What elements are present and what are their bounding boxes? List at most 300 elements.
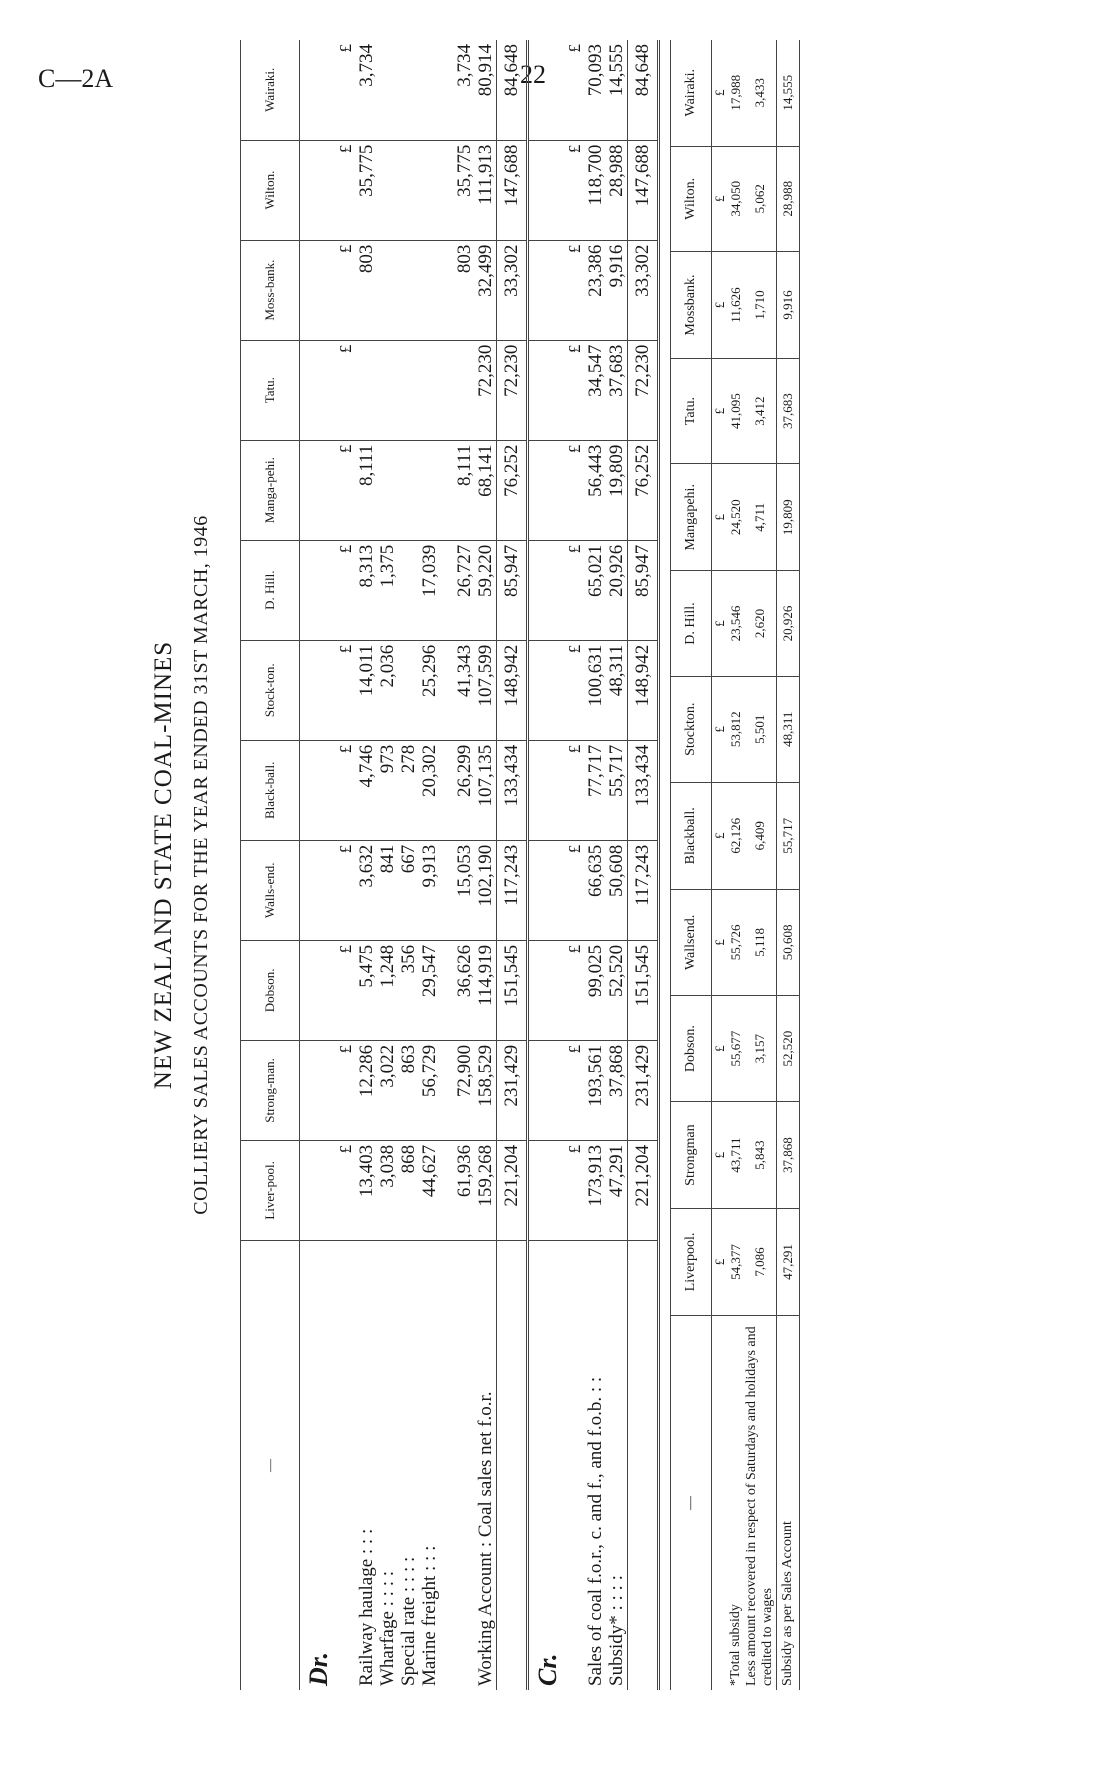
col-header: Stockton.: [671, 676, 712, 782]
cell-value: [300, 740, 330, 840]
cell-value: 70,093: [585, 40, 606, 140]
cell-value: 17,988: [728, 40, 744, 146]
col-header: Dobson.: [241, 940, 300, 1040]
cell-value: 48,311: [777, 676, 800, 782]
cell-value: £: [558, 1140, 585, 1240]
recovered-row: [744, 40, 777, 1690]
cell-value: [300, 540, 330, 640]
cell-value: 841: [377, 840, 398, 940]
row-label: Sales of coal f.o.r., c. and f., and f.o.b. : :: [585, 1376, 606, 1686]
cell-value: £: [329, 840, 356, 940]
cell-value: 3,412: [744, 359, 777, 464]
col-header: Strongman: [671, 1102, 712, 1209]
cell-value: 41,095: [728, 359, 744, 464]
row-label: Subsidy* : : : :: [606, 1575, 627, 1686]
cell-value: 23,546: [728, 571, 744, 676]
cell-value: 68,141: [475, 440, 497, 540]
cell-value: 77,717: [585, 740, 606, 840]
cell-value: 8,111: [454, 440, 475, 540]
row-label: [454, 1240, 475, 1690]
cell-value: 147,688: [628, 140, 659, 240]
row-label: [497, 1240, 528, 1690]
cell-value: £: [558, 840, 585, 940]
cell-value: £: [712, 996, 729, 1102]
cell-value: 803: [356, 240, 377, 340]
col-header: Liverpool.: [671, 1209, 712, 1316]
cell-value: 117,243: [628, 840, 659, 940]
cell-value: [440, 940, 454, 1040]
col-header: Wairaki.: [671, 40, 712, 146]
cell-value: £: [329, 740, 356, 840]
total-subsidy-row: [728, 40, 744, 1690]
cell-value: 221,204: [497, 1140, 528, 1240]
cell-value: 221,204: [628, 1140, 659, 1240]
cell-value: [398, 340, 419, 440]
row-label: Dr.: [304, 1652, 333, 1686]
cell-value: 102,190: [475, 840, 497, 940]
dr-heading-row: [300, 40, 330, 1690]
subsidy-header-row: [671, 40, 712, 1690]
cell-value: £: [558, 940, 585, 1040]
cell-value: 19,809: [606, 440, 628, 540]
cell-value: 55,726: [728, 889, 744, 996]
col-header: Dobson.: [671, 996, 712, 1102]
cell-value: 6,409: [744, 782, 777, 889]
cell-value: [398, 440, 419, 540]
cell-value: 41,343: [454, 640, 475, 740]
cell-value: [454, 340, 475, 440]
row-label: Cr.: [533, 1653, 562, 1686]
cell-value: [528, 40, 559, 140]
cell-value: [528, 140, 559, 240]
cell-value: [440, 840, 454, 940]
cell-value: 3,022: [377, 1040, 398, 1140]
cell-value: 33,302: [497, 240, 528, 340]
table-row: [377, 40, 398, 1690]
row-label: Special rate : : : :: [398, 1556, 419, 1686]
cell-value: [398, 40, 419, 140]
cell-value: 37,868: [606, 1040, 628, 1140]
col-header: Blackball.: [671, 782, 712, 889]
label-header: —: [241, 1240, 300, 1690]
cell-value: 47,291: [606, 1140, 628, 1240]
subtotal-row: [454, 40, 475, 1690]
cell-value: 99,025: [585, 940, 606, 1040]
col-header: Manga-pehi.: [241, 440, 300, 540]
cell-value: [440, 240, 454, 340]
rotated-content: [150, 40, 910, 1690]
cell-value: £: [712, 571, 729, 676]
cell-value: [440, 540, 454, 640]
cell-value: £: [329, 1140, 356, 1240]
col-header: Wilton.: [671, 146, 712, 252]
cell-value: 100,631: [585, 640, 606, 740]
cell-value: 85,947: [497, 540, 528, 640]
cell-value: 9,913: [419, 840, 440, 940]
cell-value: 50,608: [777, 889, 800, 996]
cell-value: 2,036: [377, 640, 398, 740]
cell-value: 11,626: [728, 252, 744, 359]
cell-value: 151,545: [497, 940, 528, 1040]
cr-heading-row: [528, 40, 559, 1690]
cell-value: [398, 240, 419, 340]
subsidy-table: [670, 40, 800, 1690]
cell-value: 54,377: [728, 1209, 744, 1316]
cell-value: £: [712, 889, 729, 996]
cell-value: 13,403: [356, 1140, 377, 1240]
cell-value: 20,926: [606, 540, 628, 640]
cell-value: 26,727: [454, 540, 475, 640]
cell-value: [377, 140, 398, 240]
cell-value: 37,683: [606, 340, 628, 440]
cell-value: £: [329, 640, 356, 740]
col-header: Moss-bank.: [241, 240, 300, 340]
cell-value: 50,608: [606, 840, 628, 940]
cell-value: 56,443: [585, 440, 606, 540]
table-row: [419, 40, 440, 1690]
cell-value: [528, 540, 559, 640]
cell-value: [440, 640, 454, 740]
cell-value: 158,529: [475, 1040, 497, 1140]
col-header: Stock-ton.: [241, 640, 300, 740]
cell-value: 34,050: [728, 146, 744, 252]
page-number: 22: [520, 60, 546, 89]
cell-value: £: [329, 40, 356, 140]
cell-value: £: [329, 240, 356, 340]
cell-value: [300, 840, 330, 940]
cell-value: 14,555: [777, 40, 800, 146]
row-label: Working Account : Coal sales net f.o.r.: [475, 1391, 496, 1686]
cell-value: 19,809: [777, 464, 800, 571]
cell-value: [398, 640, 419, 740]
cell-value: 80,914: [475, 40, 497, 140]
cell-value: [419, 340, 440, 440]
col-header: Black-ball.: [241, 740, 300, 840]
cell-value: 107,599: [475, 640, 497, 740]
cell-value: 29,547: [419, 940, 440, 1040]
cell-value: £: [558, 240, 585, 340]
cell-value: [440, 140, 454, 240]
cell-value: £: [712, 782, 729, 889]
cell-value: £: [712, 252, 729, 359]
cell-value: 28,988: [777, 146, 800, 252]
cell-value: 3,038: [377, 1140, 398, 1240]
table-row: [585, 40, 606, 1690]
cell-value: 803: [454, 240, 475, 340]
cell-value: £: [558, 740, 585, 840]
row-label: Less amount recovered in respect of Saturdays and holidays and credited to wages: [744, 1326, 775, 1686]
cell-value: £: [558, 40, 585, 140]
cell-value: 973: [377, 740, 398, 840]
cell-value: 37,683: [777, 359, 800, 464]
cell-value: 14,555: [606, 40, 628, 140]
cell-value: 9,916: [606, 240, 628, 340]
cell-value: [300, 240, 330, 340]
currency-row: [558, 40, 585, 1690]
row-label: [558, 1240, 585, 1690]
cell-value: £: [712, 1102, 729, 1209]
cell-value: 43,711: [728, 1102, 744, 1209]
cell-value: 159,268: [475, 1140, 497, 1240]
cell-value: 231,429: [497, 1040, 528, 1140]
cell-value: £: [329, 940, 356, 1040]
cell-value: 107,135: [475, 740, 497, 840]
cell-value: 47,291: [777, 1209, 800, 1316]
cell-value: £: [558, 540, 585, 640]
cell-value: 28,988: [606, 140, 628, 240]
cell-value: [300, 1140, 330, 1240]
col-header: Walls-end.: [241, 840, 300, 940]
cell-value: 278: [398, 740, 419, 840]
cell-value: 17,039: [419, 540, 440, 640]
cell-value: 4,746: [356, 740, 377, 840]
cell-value: 66,635: [585, 840, 606, 940]
cell-value: 118,700: [585, 140, 606, 240]
row-label: Wharfage : : : :: [377, 1570, 398, 1686]
table-row: [398, 40, 419, 1690]
col-header: Tatu.: [241, 340, 300, 440]
row-label: [628, 1240, 659, 1690]
cell-value: £: [558, 1040, 585, 1140]
cell-value: £: [558, 340, 585, 440]
cell-value: 8,313: [356, 540, 377, 640]
cell-value: 85,947: [628, 540, 659, 640]
cell-value: [398, 140, 419, 240]
cell-value: [440, 440, 454, 540]
subsidy-sales-row: [777, 40, 800, 1690]
cell-value: 173,913: [585, 1140, 606, 1240]
cell-value: 52,520: [606, 940, 628, 1040]
col-header: Mangapehi.: [671, 464, 712, 571]
cell-value: 52,520: [777, 996, 800, 1102]
cell-value: 48,311: [606, 640, 628, 740]
cell-value: 114,919: [475, 940, 497, 1040]
row-label: [712, 1315, 729, 1690]
cell-value: 863: [398, 1040, 419, 1140]
cell-value: 5,062: [744, 146, 777, 252]
cell-value: 12,286: [356, 1040, 377, 1140]
cell-value: £: [329, 440, 356, 540]
cell-value: 20,302: [419, 740, 440, 840]
cell-value: [300, 40, 330, 140]
cell-value: [300, 940, 330, 1040]
cell-value: 84,648: [628, 40, 659, 140]
cell-value: 3,157: [744, 996, 777, 1102]
cell-value: 76,252: [497, 440, 528, 540]
cell-value: 356: [398, 940, 419, 1040]
cell-value: 667: [398, 840, 419, 940]
col-header: Wairaki.: [241, 40, 300, 140]
cell-value: 3,433: [744, 40, 777, 146]
cell-value: 37,868: [777, 1102, 800, 1209]
cell-value: £: [712, 464, 729, 571]
table-row: [356, 40, 377, 1690]
table-row: [606, 40, 628, 1690]
row-label: [329, 1240, 356, 1690]
cell-value: 15,053: [454, 840, 475, 940]
cell-value: 56,729: [419, 1040, 440, 1140]
cell-value: [440, 1140, 454, 1240]
cell-value: £: [712, 1209, 729, 1316]
row-label: Railway haulage : : :: [356, 1528, 377, 1686]
cell-value: 36,626: [454, 940, 475, 1040]
cell-value: 8,111: [356, 440, 377, 540]
sales-accounts-table: [240, 40, 660, 1690]
cell-value: 61,936: [454, 1140, 475, 1240]
document-subtitle: COLLIERY SALES ACCOUNTS FOR THE YEAR ENDED 31ST MARCH, 1946: [190, 515, 212, 1215]
cell-value: 9,916: [777, 252, 800, 359]
cell-value: [528, 740, 559, 840]
cell-value: £: [712, 359, 729, 464]
cell-value: 117,243: [497, 840, 528, 940]
cell-value: 3,734: [356, 40, 377, 140]
cell-value: 44,627: [419, 1140, 440, 1240]
cell-value: 193,561: [585, 1040, 606, 1140]
cell-value: 7,086: [744, 1209, 777, 1316]
cell-value: [440, 40, 454, 140]
cell-value: 14,011: [356, 640, 377, 740]
cell-value: 5,118: [744, 889, 777, 996]
spacer-row: [440, 40, 454, 1690]
cell-value: 24,520: [728, 464, 744, 571]
cell-value: 35,775: [454, 140, 475, 240]
cell-value: 111,913: [475, 140, 497, 240]
cell-value: [300, 140, 330, 240]
cell-value: 868: [398, 1140, 419, 1240]
col-header: Wilton.: [241, 140, 300, 240]
cell-value: [300, 440, 330, 540]
cell-value: 55,717: [606, 740, 628, 840]
cell-value: 133,434: [497, 740, 528, 840]
cell-value: £: [558, 440, 585, 540]
cell-value: 72,900: [454, 1040, 475, 1140]
cell-value: [377, 40, 398, 140]
cell-value: 76,252: [628, 440, 659, 540]
col-header: Strong-man.: [241, 1040, 300, 1140]
cell-value: 35,775: [356, 140, 377, 240]
cell-value: £: [329, 540, 356, 640]
cell-value: 148,942: [497, 640, 528, 740]
col-header: Wallsend.: [671, 889, 712, 996]
cell-value: 59,220: [475, 540, 497, 640]
working-account-row: [475, 40, 497, 1690]
cell-value: 26,299: [454, 740, 475, 840]
cell-value: [377, 240, 398, 340]
cell-value: [419, 240, 440, 340]
row-label: *Total subsidy: [728, 1604, 743, 1686]
cell-value: [419, 40, 440, 140]
row-label: Subsidy as per Sales Account: [777, 1315, 800, 1690]
col-header: Liver-pool.: [241, 1140, 300, 1240]
cell-value: [440, 340, 454, 440]
cell-value: 1,375: [377, 540, 398, 640]
document-title: NEW ZEALAND STATE COAL-MINES: [150, 640, 177, 1090]
cell-value: 148,942: [628, 640, 659, 740]
cell-value: [300, 640, 330, 740]
cell-value: 55,677: [728, 996, 744, 1102]
dr-total-row: [497, 40, 528, 1690]
cell-value: [440, 740, 454, 840]
cell-value: 3,734: [454, 40, 475, 140]
cell-value: 2,620: [744, 571, 777, 676]
cell-value: 23,386: [585, 240, 606, 340]
cell-value: [300, 1040, 330, 1140]
cell-value: £: [558, 640, 585, 740]
cell-value: £: [712, 146, 729, 252]
col-header: Tatu.: [671, 359, 712, 464]
col-header: D. Hill.: [671, 571, 712, 676]
cell-value: 33,302: [628, 240, 659, 340]
label-header: —: [671, 1315, 712, 1690]
cell-value: 32,499: [475, 240, 497, 340]
cell-value: 1,710: [744, 252, 777, 359]
cell-value: 53,812: [728, 676, 744, 782]
cell-value: 151,545: [628, 940, 659, 1040]
cell-value: [398, 540, 419, 640]
cell-value: £: [712, 40, 729, 146]
cell-value: 72,230: [475, 340, 497, 440]
cell-value: 3,632: [356, 840, 377, 940]
col-header: Mossbank.: [671, 252, 712, 359]
cell-value: [528, 340, 559, 440]
cell-value: 5,843: [744, 1102, 777, 1209]
cell-value: £: [712, 676, 729, 782]
cell-value: 72,230: [628, 340, 659, 440]
cell-value: [419, 440, 440, 540]
cell-value: 4,711: [744, 464, 777, 571]
cell-value: 1,248: [377, 940, 398, 1040]
cell-value: 72,230: [497, 340, 528, 440]
cell-value: [419, 140, 440, 240]
cell-value: 65,021: [585, 540, 606, 640]
cr-total-row: [628, 40, 659, 1690]
cell-value: 25,296: [419, 640, 440, 740]
cell-value: 84,648: [497, 40, 528, 140]
cell-value: 133,434: [628, 740, 659, 840]
cell-value: £: [329, 340, 356, 440]
cell-value: 55,717: [777, 782, 800, 889]
cell-value: [528, 840, 559, 940]
cell-value: [528, 440, 559, 540]
currency-row: [329, 40, 356, 1690]
row-label: Marine freight : : :: [419, 1545, 440, 1686]
cell-value: [528, 1040, 559, 1140]
cell-value: [356, 340, 377, 440]
cell-value: [528, 1140, 559, 1240]
cell-value: 5,501: [744, 676, 777, 782]
cell-value: [377, 340, 398, 440]
cell-value: [528, 640, 559, 740]
column-header-row: [241, 40, 300, 1690]
cell-value: [377, 440, 398, 540]
cell-value: £: [329, 1040, 356, 1140]
cell-value: 147,688: [497, 140, 528, 240]
cell-value: £: [558, 140, 585, 240]
cell-value: 34,547: [585, 340, 606, 440]
cell-value: £: [329, 140, 356, 240]
page-reference: C—2A: [38, 64, 114, 93]
cell-value: [528, 940, 559, 1040]
cell-value: 231,429: [628, 1040, 659, 1140]
row-label: [440, 1240, 454, 1690]
cell-value: 20,926: [777, 571, 800, 676]
cell-value: [528, 240, 559, 340]
cell-value: 5,475: [356, 940, 377, 1040]
cell-value: 62,126: [728, 782, 744, 889]
cell-value: [440, 1040, 454, 1140]
cell-value: [300, 340, 330, 440]
col-header: D. Hill.: [241, 540, 300, 640]
